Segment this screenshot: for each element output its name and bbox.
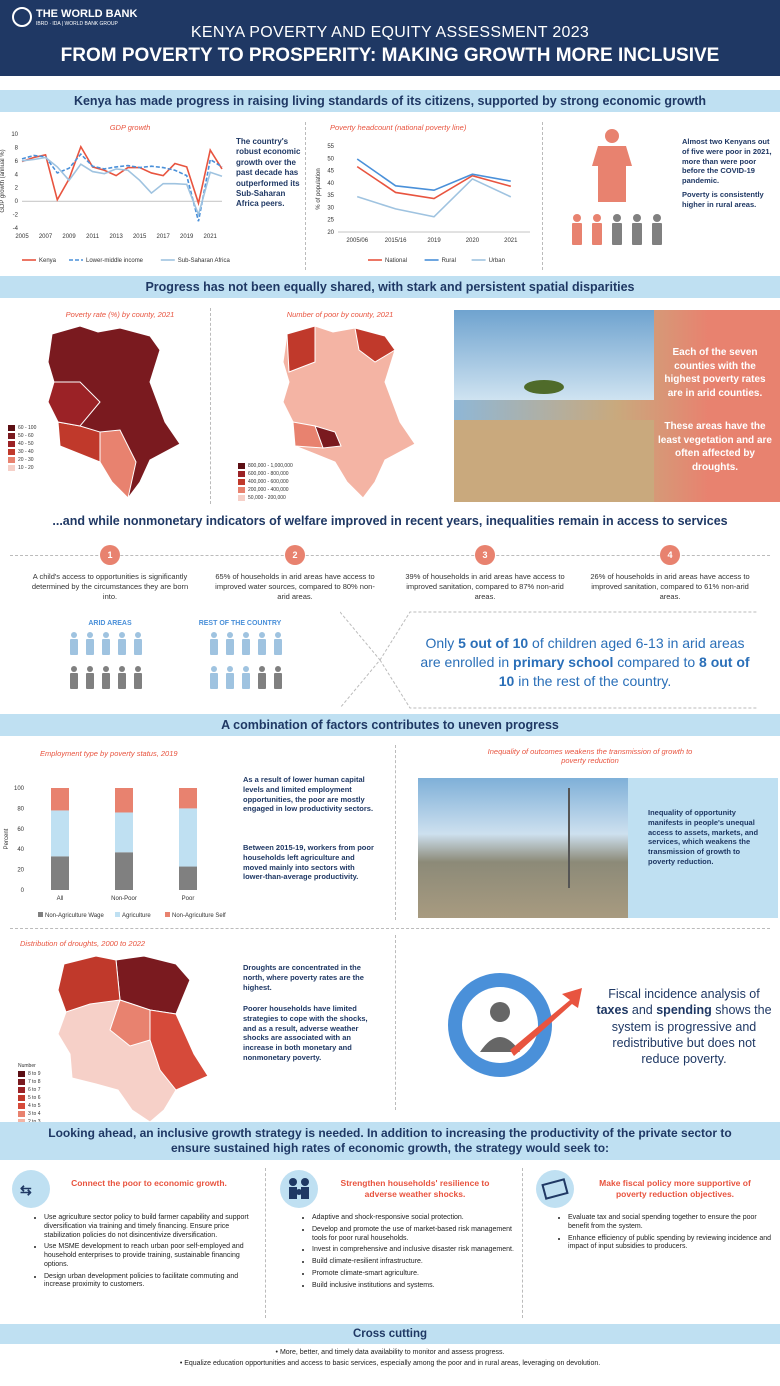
x-tick-label: 2017	[156, 234, 170, 240]
section-2-band: Progress has not been equally shared, with stark and persistent spatial disparities	[0, 276, 780, 298]
person-icon-body	[118, 673, 126, 689]
person-icon-body	[652, 223, 662, 245]
y-tick-label: 10	[11, 132, 18, 138]
strategy-item: • Develop and promote the use of market-based risk management tools for poor rural households.	[312, 1226, 528, 1244]
bar-segment	[115, 852, 133, 890]
legend-swatch	[18, 1071, 25, 1077]
y-tick-label: 20	[327, 230, 334, 236]
poverty-chart	[308, 128, 538, 268]
header	[0, 0, 780, 76]
person-icon-body	[210, 639, 218, 655]
gdp-chart-title: GDP growth	[109, 123, 151, 132]
legend-swatch	[8, 449, 15, 455]
legend-label: Urban	[488, 258, 505, 264]
legend-item	[238, 470, 293, 478]
person-icon-body	[242, 673, 250, 689]
person-icon	[119, 632, 125, 638]
drought-legend-title: Number	[18, 1063, 36, 1069]
x-tick-label: 2011	[86, 234, 100, 240]
legend-swatch	[8, 465, 15, 471]
poverty-rate-map	[40, 322, 190, 502]
legend-swatch	[38, 912, 43, 917]
person-icon-body	[134, 639, 142, 655]
y-tick-label: -4	[12, 226, 18, 232]
legend-item	[238, 478, 293, 486]
legend-swatch	[238, 479, 245, 485]
strategy-item: • Use agriculture sector policy to build farmer capability and support diversification via training and timely financing. Ensure price stabilization policies do not disincentivize diversification.	[44, 1214, 260, 1240]
connect-arrows-icon: ⇆	[12, 1170, 50, 1208]
legend-swatch	[8, 441, 15, 447]
series-line	[357, 167, 511, 199]
person-icon-body	[226, 639, 234, 655]
bar-segment	[179, 808, 197, 866]
strategy-item: • Use MSME development to reach urban poor self-employed and household enterprises to provide training, sustainable financing options.	[44, 1243, 260, 1269]
person-icon-body	[102, 639, 110, 655]
person-icon	[613, 214, 621, 222]
employment-chart	[0, 770, 236, 920]
photo-text-2: These areas have the least vegetation and are often affected by droughts.	[658, 421, 772, 473]
person-icon-body	[592, 223, 602, 245]
person-icon	[103, 666, 109, 672]
rest-of-country-label: REST OF THE COUNTRY	[198, 620, 282, 627]
legend-swatch	[238, 495, 245, 501]
legend-label: National	[385, 258, 408, 264]
legend-item	[238, 462, 293, 470]
employment-chart-title: Employment type by poverty status, 2019	[40, 749, 178, 758]
strategy-list	[30, 1214, 260, 1293]
poverty-text-2: Poverty is consistently higher in rural areas.	[682, 190, 764, 209]
y-tick-label: -2	[12, 212, 18, 219]
person-icon	[259, 632, 265, 638]
legend-label: 40 - 50	[18, 441, 34, 447]
legend-label: 20 - 30	[18, 457, 34, 463]
person-icon	[259, 666, 265, 672]
legend-swatch	[8, 433, 15, 439]
person-icon-body	[572, 223, 582, 245]
legend-item	[8, 440, 36, 448]
legend-item	[238, 494, 293, 502]
legend-label: 8 to 9	[28, 1071, 41, 1077]
x-tick-label: All	[56, 896, 64, 902]
person-icon-body	[118, 639, 126, 655]
x-tick-label: 2015	[132, 234, 147, 240]
legend-label: Lower-middle income	[86, 258, 144, 264]
person-icon	[135, 666, 141, 672]
person-icon	[103, 632, 109, 638]
person-icon	[227, 666, 233, 672]
person-icon	[593, 214, 601, 222]
series-line	[22, 154, 222, 221]
legend-swatch	[8, 457, 15, 463]
person-icon-body	[210, 673, 218, 689]
title-line-2: FROM POVERTY TO PROSPERITY: MAKING GROWTH MORE INCLUSIVE	[60, 45, 720, 66]
section-5-band: Looking ahead, an inclusive growth strategy is needed. In addition to increasing the productivity of the private sector to ensure sustained high rates of economic growth, the strategy would seek to:	[0, 1122, 780, 1160]
x-tick-label: Poor	[181, 896, 195, 902]
y-tick-label: 4	[14, 172, 18, 179]
y-tick-label: 20	[17, 867, 24, 874]
strategy-title: Connect the poor to economic growth.	[71, 1178, 227, 1188]
y-tick-label: 25	[327, 217, 334, 224]
gdp-text: The country's robust economic growth over the past decade has outperformed its Sub-Saharan Africa peers.	[236, 137, 301, 209]
person-icon	[211, 632, 217, 638]
legend-item	[18, 1086, 41, 1094]
legend-label: Non-Agriculture Wage	[45, 913, 104, 919]
legend-label: 400,000 - 600,000	[248, 479, 289, 485]
person-icon	[135, 632, 141, 638]
legend-swatch	[115, 912, 120, 917]
y-tick-label: 35	[327, 193, 334, 200]
person-icon-body	[258, 639, 266, 655]
strategy-item: • Enhance efficiency of public spending by reviewing incidence and impact of input subsidies to producers.	[568, 1235, 774, 1253]
school-enrollment-text: Only 5 out of 10 of children aged 6-13 in arid areas are enrolled in primary school compared to 8 out of 10 in the rest of the country.	[420, 635, 750, 689]
x-tick-label: 2019	[427, 238, 441, 244]
cross-cutting-item: • Equalize education opportunities and access to basic services, especially among the poor and in rural areas, leveraging on devolution.	[179, 1359, 601, 1367]
logo-subtext: IBRD · IDA | WORLD BANK GROUP	[36, 21, 118, 27]
y-tick-label: 45	[327, 168, 334, 175]
strategy-item: • Adaptive and shock-responsive social protection.	[312, 1214, 528, 1223]
x-tick-label: 2007	[38, 234, 53, 240]
photo-text-1: Each of the seven counties with the highest poverty rates are in arid counties.	[664, 347, 766, 399]
bar-segment	[115, 788, 133, 812]
person-icon-body	[242, 639, 250, 655]
number-poor-map	[275, 322, 425, 502]
legend-swatch	[18, 1111, 25, 1117]
y-tick-label: 40	[327, 180, 334, 187]
person-icon-body	[632, 223, 642, 245]
person-icon	[119, 666, 125, 672]
money-icon	[536, 1170, 574, 1208]
map1-legend	[8, 424, 36, 472]
person-icon-body	[86, 639, 94, 655]
legend-label: 10 - 20	[18, 465, 34, 471]
x-tick-label: 2013	[109, 234, 123, 240]
legend-swatch	[18, 1103, 25, 1109]
city-photo	[418, 778, 628, 918]
person-icon-body	[274, 639, 282, 655]
cross-cutting-item: • More, better, and timely data availability to monitor and assess progress.	[275, 1349, 505, 1356]
strategy-item: • Build inclusive institutions and systems.	[312, 1282, 528, 1291]
legend-swatch	[8, 425, 15, 431]
person-icon-body	[226, 673, 234, 689]
strategy-item: • Design urban development policies to facilitate commuting and increase proximity to customers.	[44, 1273, 260, 1291]
x-tick-label: 2015/16	[384, 238, 407, 244]
inequality-title: Inequality of outcomes weakens the transmission of growth to poverty reduction	[487, 747, 693, 765]
legend-label: 5 to 6	[28, 1095, 41, 1101]
legend-label: 30 - 40	[18, 449, 34, 455]
y-axis-label: % of population	[316, 168, 322, 210]
person-icon	[275, 632, 281, 638]
legend-item	[8, 424, 36, 432]
legend-item	[8, 432, 36, 440]
legend-swatch	[18, 1095, 25, 1101]
legend-item	[8, 448, 36, 456]
legend-label: 50,000 - 200,000	[248, 495, 286, 501]
legend-label: 600,000 - 800,000	[248, 471, 289, 477]
legend-item	[18, 1070, 41, 1078]
strategy-item: • Invest in comprehensive and inclusive disaster risk management.	[312, 1246, 528, 1255]
indicator-text: 65% of households in arid areas have access to improved water sources, compared to 80% non-arid areas.	[215, 572, 375, 601]
strategy-item: • Build climate-resilient infrastructure.	[312, 1258, 528, 1267]
inequality-text: Inequality of opportunity manifests in people's unequal access to assets, markets, and services, which weakens the transmission of growth to poverty reduction.	[648, 808, 759, 866]
map2-legend	[238, 462, 293, 502]
strategy-item: • Evaluate tax and social spending together to ensure the poor benefit from the system.	[568, 1214, 774, 1232]
person-icon	[573, 214, 581, 222]
person-icon-body	[134, 673, 142, 689]
bar-segment	[51, 810, 69, 856]
legend-label: Rural	[441, 258, 456, 264]
person-icon-body	[70, 639, 78, 655]
x-tick-label: 2020	[465, 238, 480, 244]
person-icon-body	[102, 673, 110, 689]
person-icon	[653, 214, 661, 222]
drought-map-title: Distribution of droughts, 2000 to 2022	[20, 939, 146, 948]
y-tick-label: 0	[14, 199, 18, 206]
bar-segment	[51, 856, 69, 890]
legend-label: 800,000 - 1,000,000	[248, 463, 293, 469]
map2-title: Number of poor by county, 2021	[286, 310, 394, 319]
bar-segment	[115, 812, 133, 852]
legend-swatch	[165, 912, 170, 917]
legend-item	[8, 456, 36, 464]
poverty-chart-title: Poverty headcount (national poverty line)	[330, 123, 467, 132]
title-line-1: KENYA POVERTY AND EQUITY ASSESSMENT 2023	[190, 24, 590, 41]
y-tick-label: 0	[20, 888, 24, 894]
bar-segment	[179, 788, 197, 808]
strategy-list	[554, 1214, 774, 1255]
legend-item	[8, 464, 36, 472]
person-icon-body	[70, 673, 78, 689]
legend-label: Kenya	[39, 258, 57, 264]
legend-swatch	[238, 487, 245, 493]
indicator-number: 2	[285, 545, 305, 565]
legend-label: 7 to 8	[28, 1079, 41, 1085]
series-line	[22, 147, 222, 203]
legend-label: 6 to 7	[28, 1087, 41, 1093]
person-icon	[633, 214, 641, 222]
gdp-chart	[0, 128, 230, 268]
section-1-band: Kenya has made progress in raising living standards of its citizens, supported by strong economic growth	[0, 90, 780, 112]
person-icon-body	[612, 223, 622, 245]
person-icon	[87, 632, 93, 638]
person-icon-body	[258, 673, 266, 689]
y-axis-label: Percent	[4, 828, 10, 850]
legend-label: Sub-Saharan Africa	[177, 258, 230, 264]
x-tick-label: 2009	[62, 234, 76, 240]
strategy-title: Strengthen households' resilience to adverse weather shocks.	[340, 1178, 490, 1200]
strategy-title: Make fiscal policy more supportive of poverty reduction objectives.	[599, 1178, 751, 1200]
y-tick-label: 6	[14, 158, 18, 165]
y-tick-label: 55	[327, 144, 334, 150]
person-icon	[227, 632, 233, 638]
fiscal-text: Fiscal incidence analysis of taxes and spending shows the system is progressive and redistributive but does not reduce poverty.	[596, 987, 772, 1066]
map1-title: Poverty rate (%) by county, 2021	[65, 310, 175, 319]
strategy-item: • Promote climate-smart agriculture.	[312, 1270, 528, 1279]
arid-areas-label: ARID AREAS	[88, 620, 132, 627]
section-3-title: ...and while nonmonetary indicators of welfare improved in recent years, inequalities remain in access to services	[52, 514, 728, 528]
bar-segment	[179, 867, 197, 890]
person-icon-body	[86, 673, 94, 689]
strategy-list	[298, 1214, 528, 1293]
person-icon	[243, 666, 249, 672]
person-icon	[87, 666, 93, 672]
bar-segment	[51, 788, 69, 810]
legend-label: 50 - 60	[18, 433, 34, 439]
person-icon	[275, 666, 281, 672]
x-tick-label: 2005	[15, 234, 29, 240]
employment-text-1: As a result of lower human capital levels and limited employment opportunities, the poor are mostly engaged in low productivity sectors.	[243, 775, 374, 814]
legend-item	[18, 1078, 41, 1086]
employment-text-2: Between 2015-19, workers from poor households left agriculture and moved mainly into sectors with lower-than-average productivity.	[243, 843, 374, 882]
y-tick-label: 60	[17, 826, 24, 833]
legend-label: Non-Agriculture Self	[172, 913, 226, 919]
legend-item	[18, 1110, 41, 1118]
x-tick-label: 2005/06	[346, 238, 369, 244]
person-icon	[211, 666, 217, 672]
legend-label: 4 to 5	[28, 1103, 41, 1109]
legend-item	[18, 1094, 41, 1102]
x-tick-label: Non-Poor	[111, 896, 137, 902]
cross-cutting-band: Cross cutting	[0, 1324, 780, 1344]
logo-text: THE WORLD BANK	[36, 8, 138, 20]
enrollment-people-icons	[70, 632, 300, 702]
indicator-text: 26% of households in arid areas have access to improved sanitation, compared to 61% non-arid areas.	[590, 572, 750, 601]
person-icon	[71, 666, 77, 672]
poverty-people-icon	[562, 126, 672, 256]
indicator-number: 3	[475, 545, 495, 565]
legend-swatch	[238, 463, 245, 469]
indicator-text: 39% of households in arid areas have access to improved sanitation, compared to 87% non-arid areas.	[405, 572, 565, 601]
legend-label: 60 - 100	[18, 425, 37, 431]
legend-swatch	[18, 1087, 25, 1093]
y-tick-label: 50	[327, 156, 334, 163]
y-tick-label: 2	[14, 185, 18, 192]
person-icon-body	[274, 673, 282, 689]
legend-item	[18, 1102, 41, 1110]
x-tick-label: 2019	[180, 234, 194, 240]
legend-item	[238, 486, 293, 494]
drought-text-2: Poorer households have limited strategies to cope with the shocks, and as a result, adverse weather shocks are associated with an increase in both monetary and nonmonetary poverty.	[243, 1004, 368, 1062]
poverty-text-1: Almost two Kenyans out of five were poor in 2021, more than were poor before the COVID-19 pandemic.	[682, 137, 772, 185]
family-icon	[280, 1170, 318, 1208]
legend-swatch	[238, 471, 245, 477]
y-tick-label: 100	[13, 786, 24, 792]
y-tick-label: 40	[17, 847, 24, 854]
legend-label: Agriculture	[122, 913, 151, 919]
x-tick-label: 2021	[504, 238, 518, 244]
y-axis-label: GDP growth (annual %)	[0, 149, 6, 213]
indicator-text: A child's access to opportunities is significantly determined by the circumstances they are born into.	[31, 572, 189, 601]
legend-swatch	[18, 1079, 25, 1085]
cross-cutting-list	[0, 1348, 780, 1369]
legend-label: 3 to 4	[28, 1111, 41, 1117]
person-icon	[243, 632, 249, 638]
y-tick-label: 80	[17, 806, 24, 813]
drought-text-1: Droughts are concentrated in the north, where poverty rates are the highest.	[243, 963, 364, 992]
indicator-number: 1	[100, 545, 120, 565]
legend-label: 200,000 - 400,000	[248, 487, 289, 493]
section-4-band: A combination of factors contributes to uneven progress	[0, 714, 780, 736]
drought-map	[50, 950, 220, 1125]
indicator-number: 4	[660, 545, 680, 565]
y-tick-label: 30	[327, 205, 334, 212]
x-tick-label: 2021	[203, 234, 217, 240]
fiscal-gear-icon	[440, 960, 590, 1090]
person-icon	[71, 632, 77, 638]
y-tick-label: 8	[14, 145, 18, 152]
